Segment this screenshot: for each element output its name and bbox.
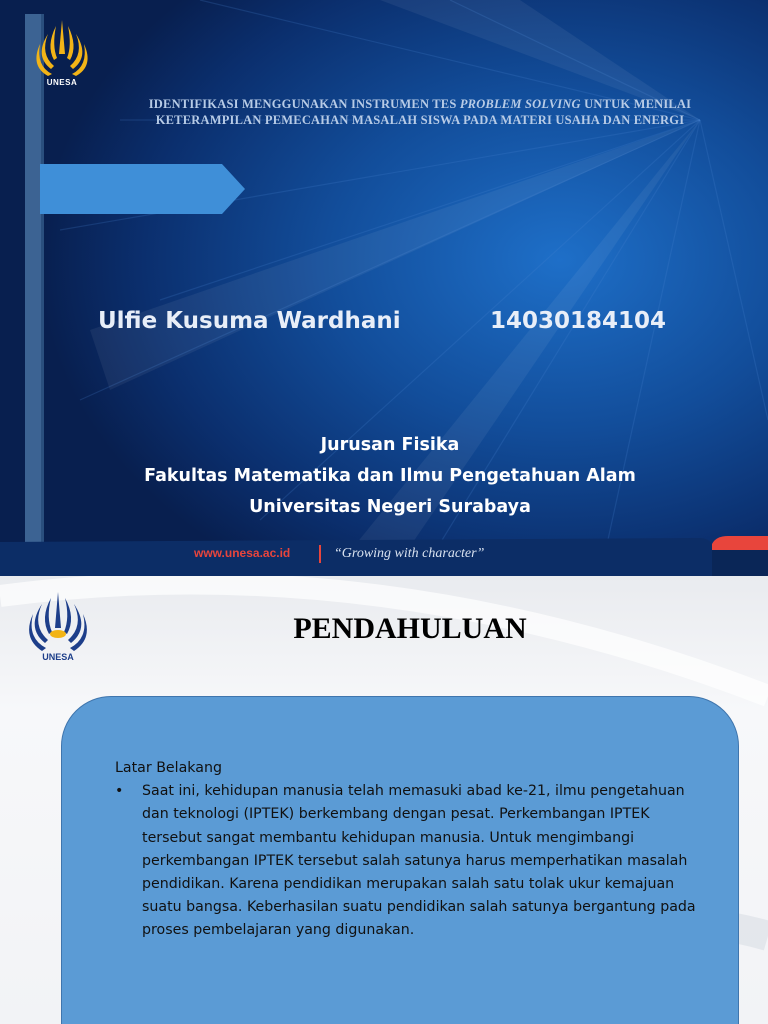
faculty: Fakultas Matematika dan Ilmu Pengetahuan Alam [144, 466, 636, 486]
title-line1-part2: UNTUK MENILAI [580, 97, 692, 111]
logo-text: UNESA [46, 78, 78, 87]
vertical-bar [25, 14, 41, 576]
logo-text: UNESA [42, 652, 74, 662]
author-name: Ulfie Kusuma Wardhani [98, 308, 401, 334]
bullet-item [115, 780, 705, 942]
tagline: “Growing with character” [334, 546, 485, 561]
footer-divider [319, 545, 321, 563]
content-box [61, 696, 739, 1024]
affiliation [40, 430, 740, 523]
intro-slide [0, 576, 768, 1024]
title-line1-part1: IDENTIFIKASI MENGGUNAKAN INSTRUMEN TES [148, 97, 460, 111]
bullet-glyph: • [115, 783, 124, 800]
author-nim: 14030184104 [490, 308, 667, 334]
bullet-paragraph: Saat ini, kehidupan manusia telah memasuki abad ke-21, ilmu pengetahuan dan teknologi (IPTEK) berkembang dengan pesat. Perkembangan IPTEK tersebut sangat membantu kehidupan manusia. Untuk mengimbangi perkembangan IPTEK tersebut salah satunya harus memperhatikan masalah pendidikan. Karena pendidikan merupakan salah satu tolak ukur kemajuan suatu bangsa. Keberhasilan suatu pendidikan salah satunya bergantung pada proses pembelajaran yang digunakan. [142, 783, 696, 939]
box-content [115, 757, 705, 943]
slide-heading: PENDAHULUAN [293, 612, 527, 645]
section-label: Latar Belakang [115, 760, 222, 776]
arrow-banner [40, 164, 245, 214]
department: Jurusan Fisika [320, 435, 460, 455]
unesa-logo [24, 590, 92, 660]
title-line1-em: PROBLEM SOLVING [459, 97, 581, 111]
website-link[interactable]: www.unesa.ac.id [194, 546, 291, 560]
slide-title [100, 96, 740, 128]
author-line [98, 308, 698, 334]
title-line2: KETERAMPILAN PEMECAHAN MASALAH SISWA PADA MATERI USAHA DAN ENERGI [155, 113, 685, 127]
university: Universitas Negeri Surabaya [249, 497, 531, 517]
